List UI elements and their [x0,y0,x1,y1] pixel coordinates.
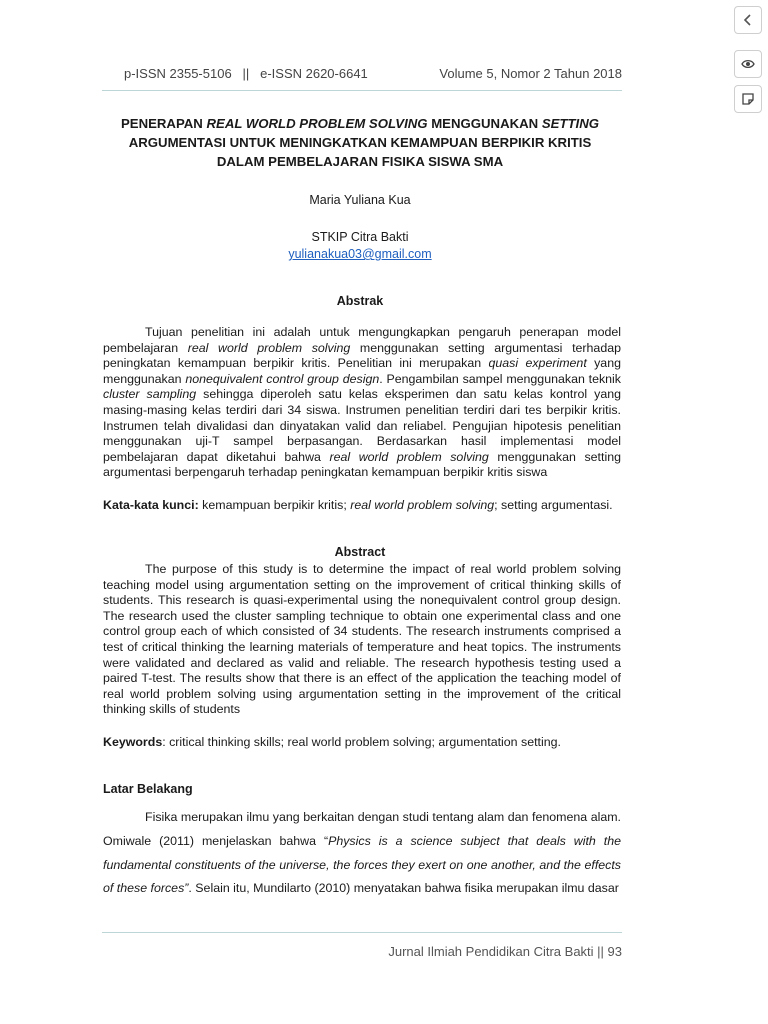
title-line-2: ARGUMENTASI UNTUK MENINGKATKAN KEMAMPUAN BERPIKIR KRITIS [128,135,592,150]
abstrak-heading: Abstrak [336,294,384,308]
abstrak-body [103,325,621,481]
text-run: sehingga diperoleh satu kelas eksperimen dan satu kelas kontrol yang masing-masing kelas terdiri dari 34 siswa. Instrumen penelitian terdiri dari tes berpikir kritis. Instrumen telah divalidasi dan dinyatakan valid dan reliabel. Pengujian hipotesis penelitian menggunakan uji-T sampel berpasangan. Berdasarkan hasil implementasi model pembelajaran dapat diketahui bahwa [103,387,622,464]
running-footer: Jurnal Ilmiah Pendidikan Citra Bakti || 93 [388,944,622,959]
view-button[interactable] [734,50,762,78]
header-rule [102,90,622,91]
text-run: yang menggunakan [103,356,621,386]
issn-text: p-ISSN 2355-5106 || e-ISSN 2620-6641 [124,66,368,81]
text-run: menggunakan setting argumentasi terhadap peningkatan kemampuan berpikir kritis. Penelitian ini merupakan [103,340,621,371]
author-email-link[interactable]: yulianakua03@gmail.com [288,247,432,261]
eye-icon [741,57,755,71]
text-run-italic: real world problem solving [329,449,489,464]
text-run-italic: cluster sampling [103,387,197,402]
text-run: . Selain itu, Mundilarto (2010) menyatakan bahwa fisika merupakan ilmu dasar [188,881,619,896]
abstract-body [103,562,621,718]
abstract-text: The purpose of this study is to determine the impact of real world problem solving teaching model using argumentation setting on the improvement of critical thinking skills of students. This research is quasi-experimental using the nonequivalent control group design. The research used the cluster sampling technique to obtain one experimental class and one control group each of which consisted of 34 students. The research instruments comprised a test of critical thinking the learning materials of temperature and heat topics. The instruments were validated and declared as valid and reliable. The research hypothesis testing used a paired T-test. The results show that there is an effect of the application the teaching model of real world problem solving using argumentation setting in the improvement of the critical thinking skills of students [103,562,621,717]
collapse-button[interactable] [734,6,762,34]
footer-rule [102,932,622,933]
title-part-italic: SETTING [541,116,599,131]
volume-text: Volume 5, Nomor 2 Tahun 2018 [439,66,622,81]
keywords-label: Keywords [103,735,163,749]
kata-kunci-label: Kata-kata kunci: [103,498,199,512]
latar-belakang-body [103,806,621,901]
text-run-italic: Physics is a science subject that deals with the fundamental constituents of the universe, the forces they exert on one another, and the effects of these forces” [103,833,621,896]
kata-kunci-line [103,498,621,512]
author-name: Maria Yuliana Kua [309,193,411,207]
running-header [124,66,622,81]
text-run-italic: quasi experiment [488,356,587,371]
affiliation: STKIP Citra Bakti [311,230,409,244]
title-part: PENERAPAN [121,116,207,131]
latar-belakang-heading: Latar Belakang [103,782,193,796]
text-run-italic: nonequivalent control group design [185,371,380,386]
text-run: Tujuan penelitian ini adalah untuk mengungkapkan pengaruh penerapan model pembelajaran [103,325,621,355]
text-run-italic: real world problem solving [350,498,495,512]
notes-button[interactable] [734,85,762,113]
text-run: Fisika merupakan ilmu yang berkaitan dengan studi tentang alam dan fenomena alam. Omiwale (2011) menjelaskan bahwa “ [103,810,621,848]
text-run-italic: real world problem solving [187,340,351,355]
author-email-wrap [100,247,620,261]
text-run: ; setting argumentasi. [494,498,613,512]
paper-title [100,114,620,171]
title-part-italic: REAL WORLD PROBLEM SOLVING [206,116,428,131]
keywords-line [103,735,621,749]
abstract-heading: Abstract [334,545,386,559]
chevron-left-icon [741,13,755,27]
text-run: kemampuan berpikir kritis; [198,498,351,512]
title-part: MENGGUNAKAN [427,116,542,131]
title-line-3: DALAM PEMBELAJARAN FISIKA SISWA SMA [216,154,504,169]
text-run: . Pengambilan sampel menggunakan teknik [379,371,622,386]
note-icon [741,92,755,106]
text-run: menggunakan setting argumentasi berpengaruh terhadap peningkatan kemampuan berpikir kritis siswa [103,449,621,480]
text-run: : critical thinking skills; real world problem solving; argumentation setting. [162,735,561,749]
